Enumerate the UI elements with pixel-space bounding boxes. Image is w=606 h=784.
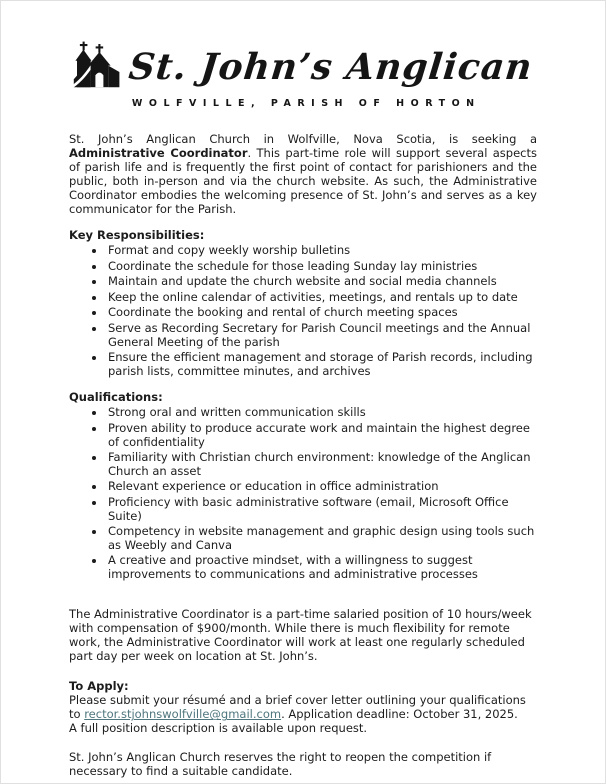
intro-text-post: . This part-time role will support several aspects of parish life and is frequently the first point of contact for parishioners and the public, both in-person and via the church website. As such, the Administrative Coordinator embodies the welcoming presence of St. John’s and serves as a key communicator for the Parish. bbox=[69, 146, 537, 216]
qualifications-heading: Qualifications: bbox=[69, 390, 163, 405]
responsibilities-list bbox=[69, 244, 537, 378]
list-item: • A creative and proactive mindset, with a willingness to suggest improvements to communications and administrative processes bbox=[106, 554, 537, 581]
list-item: • Maintain and update the church website and social media channels bbox=[106, 275, 537, 289]
apply-text-post: . Application deadline: October 31, 2025. bbox=[281, 707, 518, 722]
logo-title: St. John’s Anglican bbox=[127, 46, 535, 88]
position-details-paragraph: The Administrative Coordinator is a part-time salaried position of 10 hours/week with compensation of $900/month. While there is much flexibility for remote work, the Administrative Coordinator will work at least one regularly scheduled part day per week on location at St. John’s. bbox=[69, 607, 532, 664]
list-item: • Familiarity with Christian church environment: knowledge of the Anglican Church an asset bbox=[106, 451, 537, 478]
intro-text-pre: St. John’s Anglican Church in Wolfville, Nova Scotia, is seeking a bbox=[69, 132, 537, 146]
intro-role-bold: Administrative Coordinator bbox=[69, 146, 248, 160]
list-item: • Proven ability to produce accurate work and maintain the highest degree of confidentiality bbox=[106, 422, 537, 449]
list-item: • Coordinate the schedule for those leading Sunday lay ministries bbox=[106, 260, 537, 274]
list-item: • Keep the online calendar of activities, meetings, and rentals up to date bbox=[106, 291, 537, 305]
intro-paragraph bbox=[69, 132, 537, 216]
list-item: • Proficiency with basic administrative software (email, Microsoft Office Suite) bbox=[106, 496, 537, 523]
responsibilities-heading: Key Responsibilities: bbox=[69, 228, 205, 242]
list-item: • Coordinate the booking and rental of church meeting spaces bbox=[106, 306, 537, 320]
list-item: • Strong oral and written communication skills bbox=[106, 406, 537, 420]
email-link[interactable]: rector.stjohnswolfville@gmail.com bbox=[84, 707, 282, 722]
church-icon bbox=[73, 38, 121, 93]
qualifications-list bbox=[69, 406, 537, 581]
apply-paragraph bbox=[69, 693, 537, 735]
list-item: • Relevant experience or education in office administration bbox=[106, 480, 537, 494]
closing-paragraph: St. John’s Anglican Church reserves the right to reopen the competition if necessary to find a suitable candidate. bbox=[69, 750, 492, 779]
apply-text-line2: A full position description is available upon request. bbox=[69, 721, 368, 736]
apply-heading: To Apply: bbox=[69, 679, 129, 694]
list-item: • Ensure the efficient management and storage of Parish records, including parish lists, committee minutes, and archives bbox=[106, 351, 537, 378]
list-item: • Competency in website management and graphic design using tools such as Weebly and Canva bbox=[106, 525, 537, 552]
apply-text-pre: Please submit your résumé and a brief cover letter outlining your qualifications to bbox=[69, 693, 526, 722]
list-item: • Format and copy weekly worship bulletins bbox=[106, 244, 537, 258]
list-item: • Serve as Recording Secretary for Parish Council meetings and the Annual General Meeting of the parish bbox=[106, 322, 537, 349]
logo bbox=[69, 37, 537, 111]
logo-subtitle: WOLFVILLE, PARISH OF HORTON bbox=[131, 98, 481, 109]
